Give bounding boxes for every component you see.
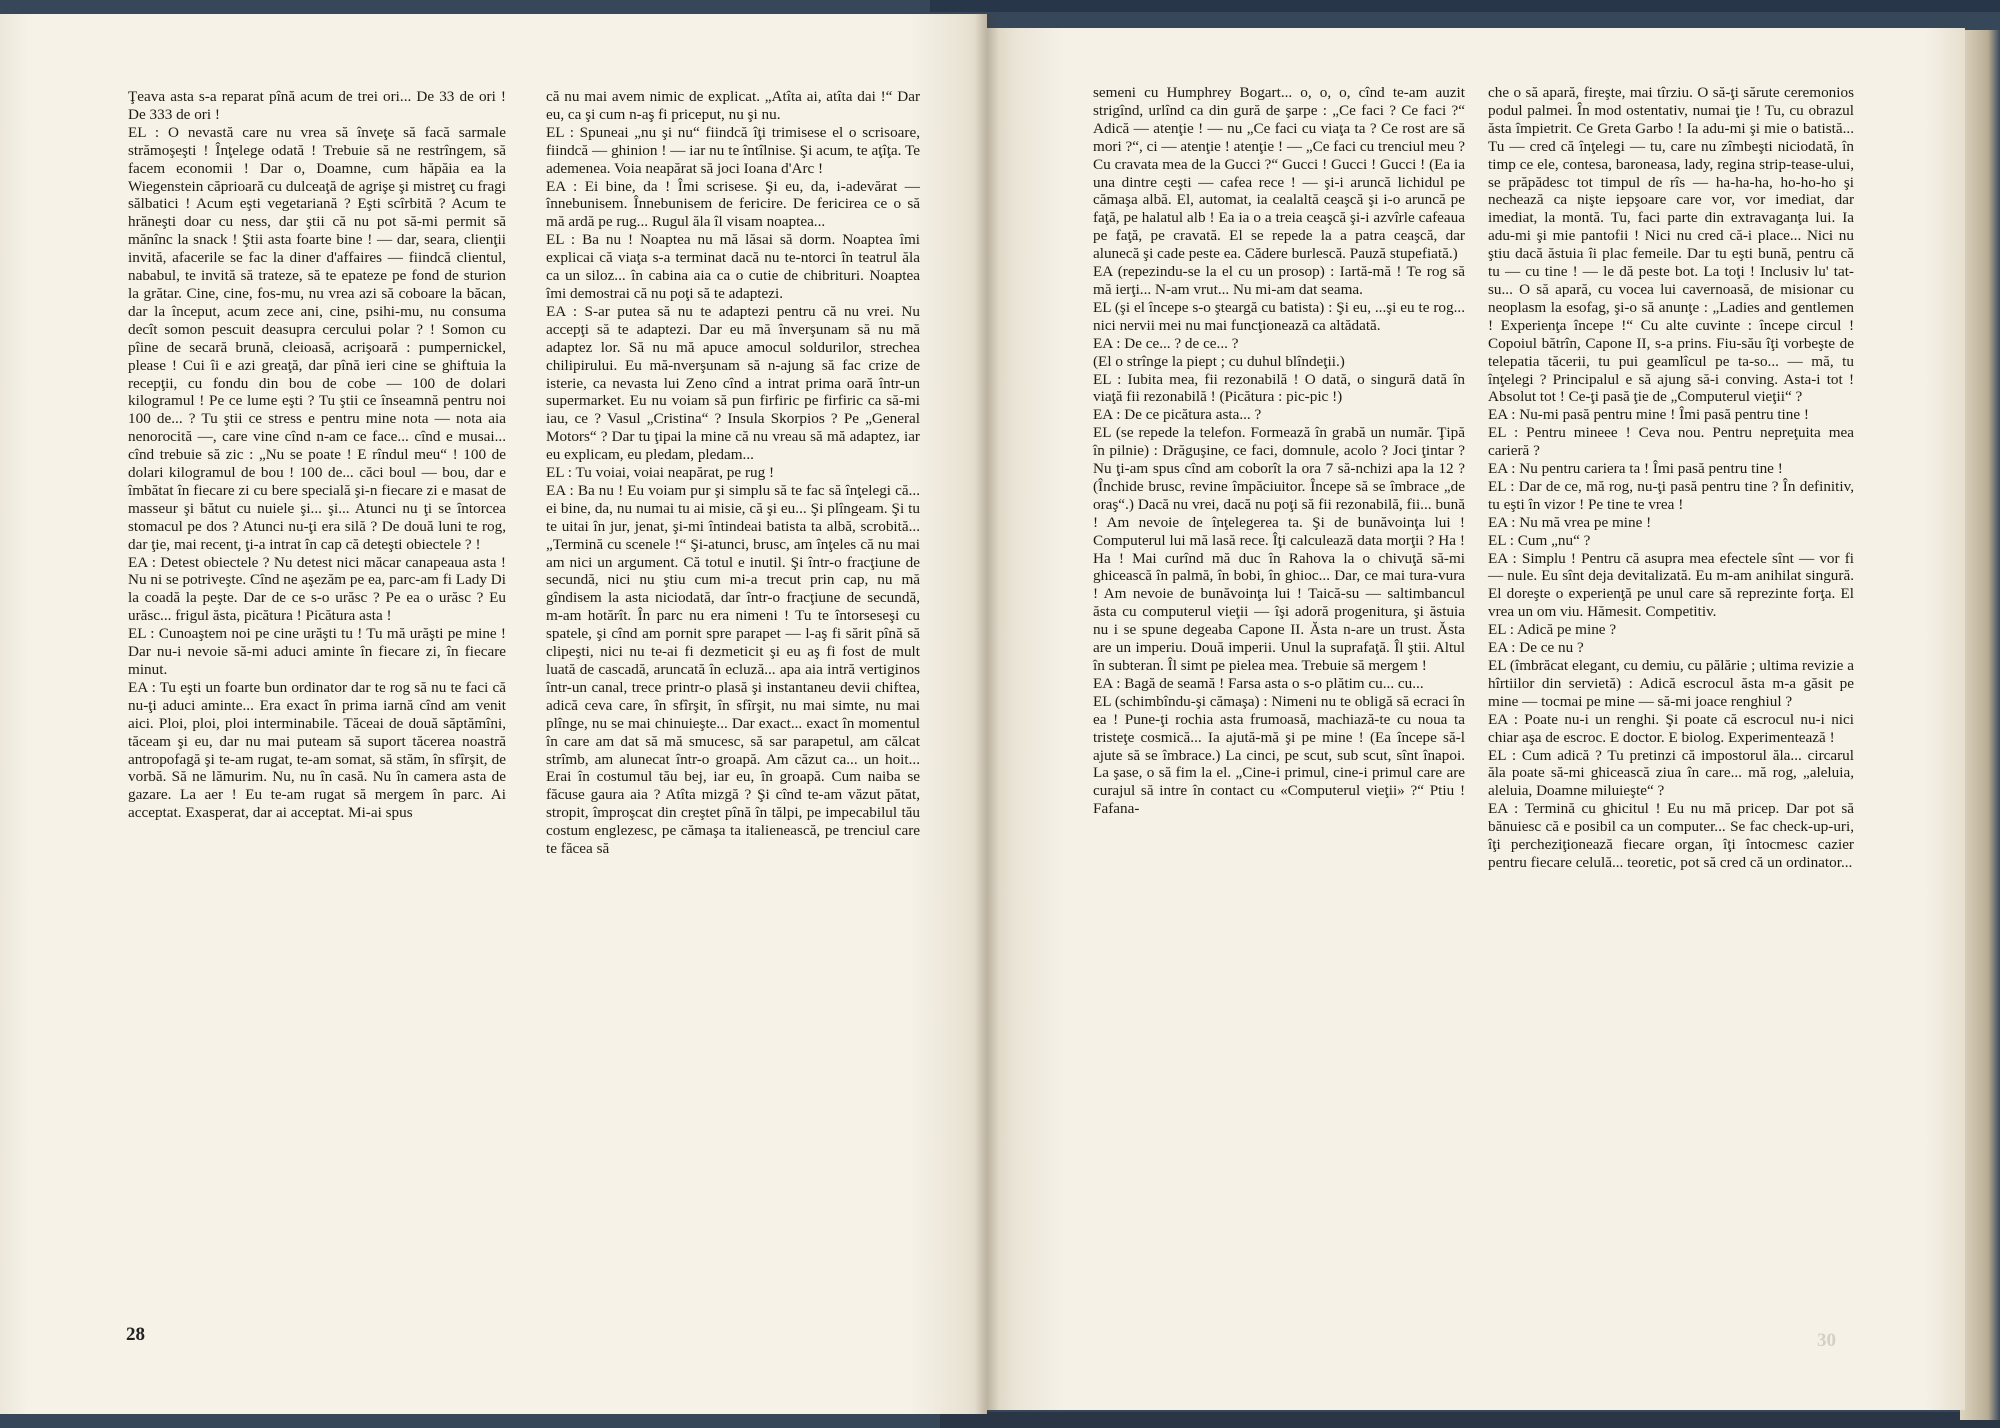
- paragraph: EL : Cum „nu“ ?: [1488, 531, 1591, 549]
- paragraph: EA : De ce... ? de ce... ?: [1093, 334, 1239, 352]
- book-gutter: [975, 14, 999, 1414]
- paragraph: EA : Ba nu ! Eu voiam pur şi simplu să te fac să înţelegi că... ei bine, da, nu numai tu ai misie, că şi eu... Şi plîngeam. Şi tu te uitai în jur, jenat, şi-mi întindeai batista ta albă, scrobită... „Termină cu scenele !“ Şi-atunci, brusc, am înţeles că nu mai am nici un argument. Că totul e inutil. Şi într-o fracţiune de secundă, nici nu ştiu cum mi-a trecut prin cap, nu mă gîndisem la asta niciodată, dar într-o fracţiune de secundă, m-am hotărît. În parc nu era nimeni ! Tu te întorseseşi cu spatele, şi cînd am pornit spre parapet — l-aş fi sărit pînă să clipeşti, nici nu te-ai fi dezmeticit şi eu aş fi fost de mult luată de cascadă, aruncată în ecluză... apa aia intră vertiginos într-un canal, trece printr-o plasă şi instantaneu devii chiftea, adică ceva care, în sfîrşit, în sfîrşit, nu mai simte, nu mai plînge, nu se mai chinuieşte... Dar exact... exact în momentul în care am dat să mă smucesc, să sar parapetul, am călcat strîmb, am alunecat într-o groapă. Am căzut ca... un hoit... Erai în costumul tău bej, iar eu, în groapă. Cum naiba se făcuse gaura aia ? Atîta mizgă ? Şi cînd te-am văzut pătat, stropit, împroşcat din creştet pînă în tălpi, pe impecabilul tău costum englezesc, pe cămaşa ta italienească, pe trenciul care te făcea să: [546, 481, 920, 858]
- paragraph: EA : De ce picătura asta... ?: [1093, 406, 1262, 424]
- paragraph: EL : Ba nu ! Noaptea nu mă lăsai să dorm. Noaptea îmi explicai că viaţa s-a terminat dacă nu te-ntorci în teatrul ăla ca un siloz... în cabina aia ca o cutie de chibrituri. Noaptea îmi demostrai că nu poţi să te adaptezi.: [546, 231, 920, 302]
- paragraph: semeni cu Humphrey Bogart... o, o, o, cînd te-am auzit strigînd, urlînd ca din gură de şarpe : „Ce faci ? Ce faci ?“ Adică — atenţie ! — nu „Ce faci cu viaţa ta ? Ce rost are să mori ?“, ci — atenţie ! atenţie ! — „Ce faci cu trenciul meu ? Cu cravata mea de la Gucci ?“ Gucci ! Gucci ! Gucci ! (Ea ia una dintre ceşti — cafea rece ! — şi-i aruncă lichidul pe cămaşa albă. El, automat, ia cealaltă ceaşcă şi i-o aruncă pe faţă, pe halatul alb ! Ea ia o a treia ceaşcă şi-i azvîrle cafeaua pe faţă, pe cravată. El se repede la a patra ceaşcă, dar alunecă şi cade peste ea. Cădere burlescă. Pauză stupefiată.): [1093, 84, 1465, 263]
- paragraph: EL : Adică pe mine ?: [1488, 621, 1617, 639]
- paragraph: EA (repezindu-se la el cu un prosop) : Iartă-mă ! Te rog să mă ierţi... N-am vrut... Nu mi-am dat seama.: [1093, 263, 1465, 298]
- paragraph: EL : Tu voiai, voiai neapărat, pe rug !: [546, 464, 775, 482]
- page-number-left: 28: [126, 1324, 145, 1345]
- paragraph: EA : Termină cu ghicitul ! Eu nu mă pricep. Dar pot să bănuiesc că e posibil ca un computer... Se fac check-up-uri, îţi percheziţionează fiecare organ, îţi întocmesc cazier pentru fiecare celulă... teoretic, pot să cred că un ordinator...: [1488, 800, 1854, 871]
- paragraph: EL : Iubita mea, fii rezonabilă ! O dată, o singură dată în viaţă fii rezonabilă ! (Picătura : pic-pic !): [1093, 370, 1465, 406]
- paragraph: EL (îmbrăcat elegant, cu demiu, cu pălărie ; ultima revizie a hîrtiilor din servietă) : Adică escrocul ăsta m-a găsit pe mine — tocmai pe mine — să-mi joace renghiul ?: [1488, 657, 1854, 710]
- paragraph: EA : S-ar putea să nu te adaptezi pentru că nu vrei. Nu accepţi să te adaptezi. Dar eu mă înverşunam să nu mă adaptez lor. Să nu mă apuce amocul soldurilor, strechea chilipirului. Eu mă-nverşunam să n-ajung să fac crize de isterie, ca nevasta lui Zeno cînd a intrat prima oară într-un supermarket. Eu nu voiam să pun firfiric pe firfiric ca să-mi iau, ce ? Vasul „Cristina“ ? Insula Skorpios ? Pe „General Motors“ ? Dar tu ţipai la mine că nu vreau să mă adaptez, iar eu explicam, eu pledam, pledam...: [546, 302, 920, 464]
- paragraph: EA : Nu-mi pasă pentru mine ! Îmi pasă pentru tine !: [1488, 406, 1809, 424]
- paragraph: EA : Ei bine, da ! Îmi scrisese. Şi eu, da, i-adevărat — înnebunisem. Înnebunisem de fericire. De fericirea ce o să mă ardă pe rug... Rugul ăla îl visam noaptea...: [546, 177, 920, 231]
- paragraph: EL : O nevastă care nu vrea să înveţe să facă sarmale strămoşeşti ! Înţelege odată ! Trebuie să ne restrîngem, să facem economii ! Dar o, Doamne, cum hăpăia ea la Wiegenstein căprioară cu dulceaţă de agrişe şi mistreţ cu fragi sălbatici ! Acum eşti vegetariană ? Eşti scîrbită ? Acum te hrăneşti doar cu ness, dar ştii că nu pot să-mi permit să mănînc la snack ! Ştii asta foarte bine ! — dar, seara, clienţii invită, afacerile se fac la diner d'affaires — fiindcă clientul, nababul, te invită să trateze, să te epateze pe fond de sturion la grătar. Cine, cine, fos-mu, nu vrea azi să coboare la băcan, dar la început, acum zece ani, cine, psihi-mu, nu consuma decît somon pescuit deasupra cercului polar ? ! Somon cu pîine de secară brună, cleioasă, acrişoară : pumpernickel, please ! Cui îi e azi greaţă, dar pînă ieri cine se ghiftuia la recepţii, cu fondu din bou de cobe — 100 de dolari kilogramul ! Pe ce lume eşti ? Tu ştii ce înseamnă pentru noi 100 de... ? Tu ştii ce stress e pentru mine nota — nota aia nenorocită —, care vine cînd n-am ce face... cînd e musai... cînd trebuie să zic : „Nu se poate ! E rîndul meu“ ! 100 de dolari kilogramul de bou ! 100 de... căci boul — bou, dar e îmbătat în fiecare zi cu bere specială şi-n fiecare zi e masat de masseur şi bătut cu nuiele şi... şi... Atunci nu ţi se întorcea stomacul pe dos ? Atunci nu-ţi era silă ? De două luni te rog, dar ţie, mai recent, ţi-a intrat în cap că deteşti obiectele ? !: [128, 123, 506, 553]
- left-page-column-2: [546, 88, 920, 858]
- paragraph: (El o strînge la piept ; cu duhul blîndeţii.): [1093, 352, 1345, 370]
- paragraph: EA : Simplu ! Pentru că asupra mea efectele sînt — vor fi — nule. Eu sînt deja devitalizată. Eu m-am anihilat singură. El doreşte o experienţă pe unul care să reprezinte forţa. El vrea un om viu. Hămesit. Competitiv.: [1488, 549, 1854, 621]
- paragraph: EA : Nu mă vrea pe mine !: [1488, 513, 1652, 531]
- paragraph: EA : Bagă de seamă ! Farsa asta o s-o plătim cu... cu...: [1093, 674, 1424, 692]
- paragraph: EA : Tu eşti un foarte bun ordinator dar te rog să nu te faci că nu-ţi aduci aminte... Era exact în prima iarnă cînd am venit aici. Ploi, ploi, ploi interminabile. Tăceai de două săptămîni, tăceam şi eu, dar nu mai puteam să suport tăcerea noastră antropofagă şi te-am rugat, te-am somat, să stăm, în sfîrşit, de vorbă. Să ne lămurim. Nu, nu în casă. Nu în camera asta de gazare. La aer ! Eu te-am rugat să mergem în parc. Ai acceptat. Exasperat, dar ai acceptat. Mi-ai spus: [128, 678, 506, 822]
- page-edges: [1960, 30, 2000, 1420]
- paragraph: che o să apară, fireşte, mai tîrziu. O să-ţi sărute ceremonios podul palmei. În mod ostentativ, numai ţie ! Tu, cu obrazul ăsta împietrit. Ce Greta Garbo ! Ia adu-mi şi mie o batistă... Tu — cred că înţelegi — tu, care nu zîmbeşti niciodată, în timp ce ele, contesa, baroneasa, lady, regina strip-tease-ului, se prăpădesc tot timpul de rîs — ha-ha-ha, ho-ho-ho şi nechează ca nişte iepşoare care vor, vor imediat, dar imediat, la montă. Tu, faci parte din extravaganţa lui. Ia adu-mi şi mie pantofii ! Nici nu cred că-i place... Nici nu ştiu dacă ăstuia îi plac femeile. Dar tu eşti bună, pentru că tu — cu tine ! — le dă peste bot. La toţi ! Inclusiv lu' tat-su... O să apară, cu vocea lui cavernoasă, de misionar cu neoplasm la esofag, şi-o să anunţe : „Ladies and gentlemen ! Experienţa începe !“ Cu alte cuvinte : începe circul ! Copoiul bătrîn, Capone II, s-a prins. Fiu-său îţi vorbeşte de telepatia tăcerii, tu pui geamlîcul pe ta-so... — mă, tu înţelegi ? Principalul e să ajung să-i conving. Asta-i tot ! Absolut tot ! Ce-ţi pasă ţie de „Computerul vieţii“ ?: [1488, 84, 1854, 406]
- paragraph: EL : Cum adică ? Tu pretinzi că impostorul ăla... circarul ăla poate să-mi ghicească ziua în care... mă rog, „aleluia, aleluia, Doamne miluieşte“ ?: [1488, 746, 1854, 800]
- page-number-right: 30: [1817, 1330, 1836, 1351]
- paragraph: Ţeava asta s-a reparat pînă acum de trei ori... De 33 de ori ! De 333 de ori !: [128, 88, 506, 123]
- paragraph: EL : Pentru mineee ! Ceva nou. Pentru nepreţuita mea carieră ?: [1488, 424, 1854, 460]
- paragraph: EL : Cunoaştem noi pe cine urăşti tu ! Tu mă urăşti pe mine ! Dar nu-i nevoie să-mi aduci aminte în fiecare zi, în fiecare minut.: [128, 625, 506, 678]
- paragraph: EL : Spuneai „nu şi nu“ fiindcă îţi trimisese el o scrisoare, fiindcă — ghinion ! — iar nu te întîlnise. Şi acum, te aţîţa. Te ademenea. Voia neapărat să joci Ioana d'Arc !: [546, 123, 920, 177]
- book-cover-bottom: [940, 1412, 2000, 1428]
- paragraph: EL (şi el începe s-o şteargă cu batista) : Şi eu, ...şi eu te rog... nici nervii mei nu mai funcţionează ca altădată.: [1093, 298, 1465, 334]
- left-page-column-1: [128, 88, 506, 822]
- paragraph: EA : Poate nu-i un renghi. Şi poate că escrocul nu-i nici chiar aşa de escroc. E doctor. E biolog. Experimentează !: [1488, 710, 1854, 746]
- paragraph: că nu mai avem nimic de explicat. „Atîta ai, atîta dai !“ Dar eu, ca şi cum n-aş fi priceput, nu şi nu.: [546, 88, 920, 123]
- paragraph: EA : De ce nu ?: [1488, 639, 1584, 657]
- paragraph: EL (se repede la telefon. Formează în grabă un număr. Ţipă în pilnie) : Drăguşine, ce faci, domnule, acolo ? Joci ţintar ? Nu ţi-am spus cînd am coborît la ora 7 să-nchizi apa la 12 ? (Închide brusc, revine împăciuitor. Începe să se îmbrace „de oraş“.) Dacă nu vrei, dacă nu poţi să fii rezonabilă, fii... bună ! Am nevoie de înţelegerea ta. Şi de bunăvoinţa lui ! Computerul lui mă lasă rece. Îţi calculează data morţii ? Ha ! Ha ! Mai curînd mă duc în Rahova la o chivuţă să-mi ghicească în palmă, în bobi, în ghioc... Dar, ce mai tura-vura ! Am nevoie de bunăvoinţa lui ! Taică-su — saltimbancul ăsta cu computerul vieţii — îşi adoră progenitura, şi ăstuia nu i se spune degeaba Capone II. Ăsta n-are un trust. Ăsta are un imperiu. Două imperii. Unul la suprafaţă. Îl ştii. Altul în subteran. Îl simt pe pielea mea. Trebuie să mergem !: [1093, 424, 1465, 674]
- paragraph: EA : Detest obiectele ? Nu detest nici măcar canapeaua asta ! Nu ni se potriveşte. Cînd ne aşezăm pe ea, parc-am fi Lady Di la coadă la peşte. Dar de ce s-o urăsc ? Pe ea o urăsc ? Eu urăsc... frigul ăsta, picătura ! Picătura asta !: [128, 553, 506, 625]
- paragraph: EL : Dar de ce, mă rog, nu-ţi pasă pentru tine ? În definitiv, tu eşti în vizor ! Pe tine te vrea !: [1488, 477, 1854, 513]
- book-cover-top: [930, 0, 2000, 12]
- right-page-column-1: [1093, 84, 1465, 818]
- paragraph: EA : Nu pentru cariera ta ! Îmi pasă pentru tine !: [1488, 460, 1783, 478]
- right-page-column-2: [1488, 84, 1854, 872]
- paragraph: EL (schimbîndu-şi cămaşa) : Nimeni nu te obligă să ecraci în ea ! Pune-ţi rochia asta frumoasă, machiază-te cu noua ta tristeţe cosmică... Ia ajută-mă şi pe mine ! (Ea începe să-l ajute să se îmbrace.) La cinci, pe scut, sub scut, sînt înapoi. La şase, o să fim la el. „Cine-i primul, cine-i primul care are curajul să intre în contact cu «Computerul vieţii» ?“ Ptiu ! Fafana-: [1093, 692, 1465, 818]
